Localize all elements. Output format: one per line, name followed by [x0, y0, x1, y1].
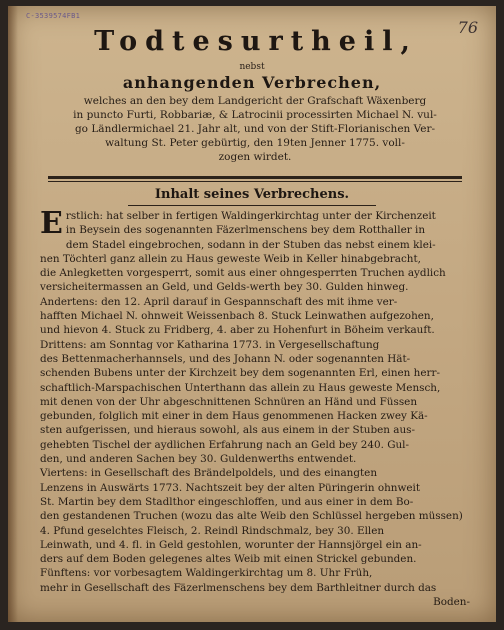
- body-line: versicheitermassen an Geld, und Gelds-werth bey 30. Gulden hinweg.: [40, 281, 409, 294]
- document-page: [8, 6, 496, 622]
- body-line: Viertens: in Gesellschaft des Brändelpoldels, und des einangten: [40, 467, 378, 480]
- body-line: den gestandenen Truchen (wozu das alte Weib den Schlüssel hergeben müssen): [40, 510, 463, 523]
- body-line: ders auf dem Boden gelegenes altes Weib mit einen Strickel gebunden.: [40, 553, 417, 566]
- intro-line: in puncto Furti, Robbariæ, & Latrocinii processirten Michael N. vul-: [73, 109, 437, 121]
- body-line: des Bettenmacherhannsels, und des Johann N. oder sogenannten Hät-: [40, 352, 411, 365]
- body-line: dem Stadel eingebrochen, sodann in der Stuben das nebst einem klei-: [65, 238, 436, 251]
- intro-line: zogen wirdet.: [218, 151, 292, 163]
- intro-line: welches an den bey dem Landgericht der Grafschaft Wäxenberg: [83, 95, 427, 107]
- body-line: den, und anderen Sachen bey 30. Guldenwerths entwendet.: [40, 453, 357, 466]
- body-line: sten aufgerissen, und hieraus sowohl, als aus einem in der Stuben aus-: [40, 424, 415, 437]
- body-line: schaftlich-Marspachischen Unterthann das allein zu Haus geweste Mensch,: [40, 381, 441, 394]
- intro-line: waltung St. Peter gebürtig, den 19ten Jenner 1775. voll-: [105, 137, 405, 149]
- body-line: hafften Michael N. ohnweit Weissenbach 8. Stuck Leinwathen aufgezohen,: [40, 310, 434, 323]
- body-line: Drittens: am Sonntag vor Katharina 1773. in Vergesellschaftung: [40, 338, 380, 351]
- nebst-line: nebst: [239, 62, 265, 72]
- body-line: Boden-: [433, 596, 470, 609]
- body-line: 4. Pfund geselchtes Fleisch, 2. Reindl Rindschmalz, bey 30. Ellen: [40, 524, 385, 537]
- divider-thick: [48, 176, 462, 179]
- document-title: Todtesurtheil,: [94, 26, 418, 57]
- body-line: gehebten Tischel der aydlichen Erfahrung nach an Geld bey 240. Gul-: [40, 438, 410, 451]
- body-line: rstlich: hat selber in fertigen Waldingerkirchtag unter der Kirchenzeit: [65, 210, 436, 222]
- heading-underline: [128, 205, 376, 206]
- divider-thin: [48, 181, 462, 182]
- body-line: Fünftens: vor vorbesagtem Waldingerkirchtag um 8. Uhr Früh,: [40, 567, 373, 580]
- body-line: schenden Bubens unter der Kirchzeit bey dem sogenannten Erl, einen herr-: [40, 367, 440, 380]
- intro-line: go Ländlermichael 21. Jahr alt, und von der Stift-Florianischen Ver-: [74, 123, 436, 135]
- body-line: Andertens: den 12. April darauf in Gespannschaft des mit ihme ver-: [40, 295, 398, 308]
- body-line: Lenzens in Auswärts 1773. Nachtszeit bey der alten Püringerin ohnweit: [40, 481, 420, 494]
- catalog-stamp: C-3539574FB1: [26, 12, 81, 20]
- body-line: die Anlegketten vorgesperrt, somit aus einer ohngesperrten Truchen aydlich: [40, 267, 446, 280]
- body-line: gebunden, folglich mit einer in dem Haus genommenen Hacken zwey Kä-: [40, 410, 428, 423]
- body-line: in Beysein des sogenannten Fäzerlmenschens bey dem Rotthaller in: [65, 224, 426, 237]
- body-line: und hievon 4. Stuck zu Fridberg, 4. aber zu Hohenfurt in Böheim verkauft.: [40, 324, 435, 337]
- body-line: mehr in Gesellschaft des Fäzerlmenschens bey dem Barthleitner durch das: [40, 581, 437, 594]
- intro-paragraph: [50, 94, 460, 164]
- section-heading: Inhalt seines Verbrechens.: [154, 187, 350, 202]
- page-number: 76: [457, 18, 478, 37]
- drop-cap: E: [40, 206, 63, 241]
- body-line: Leinwath, und 4. fl. in Geld gestohlen, worunter der Hannsjörgel ein an-: [40, 538, 422, 551]
- body-line: mit denen von der Uhr abgeschnittenen Schnüren an Händ und Füssen: [40, 395, 418, 408]
- body-line: St. Martin bey dem Stadlthor eingeschloffen, und aus einer in dem Bo-: [40, 495, 414, 508]
- body-line: nen Töchterl ganz allein zu Haus geweste Weib in Keller hinabgebracht,: [40, 252, 421, 265]
- document-subtitle: anhangenden Verbrechen,: [122, 73, 382, 92]
- body-text: [40, 206, 470, 609]
